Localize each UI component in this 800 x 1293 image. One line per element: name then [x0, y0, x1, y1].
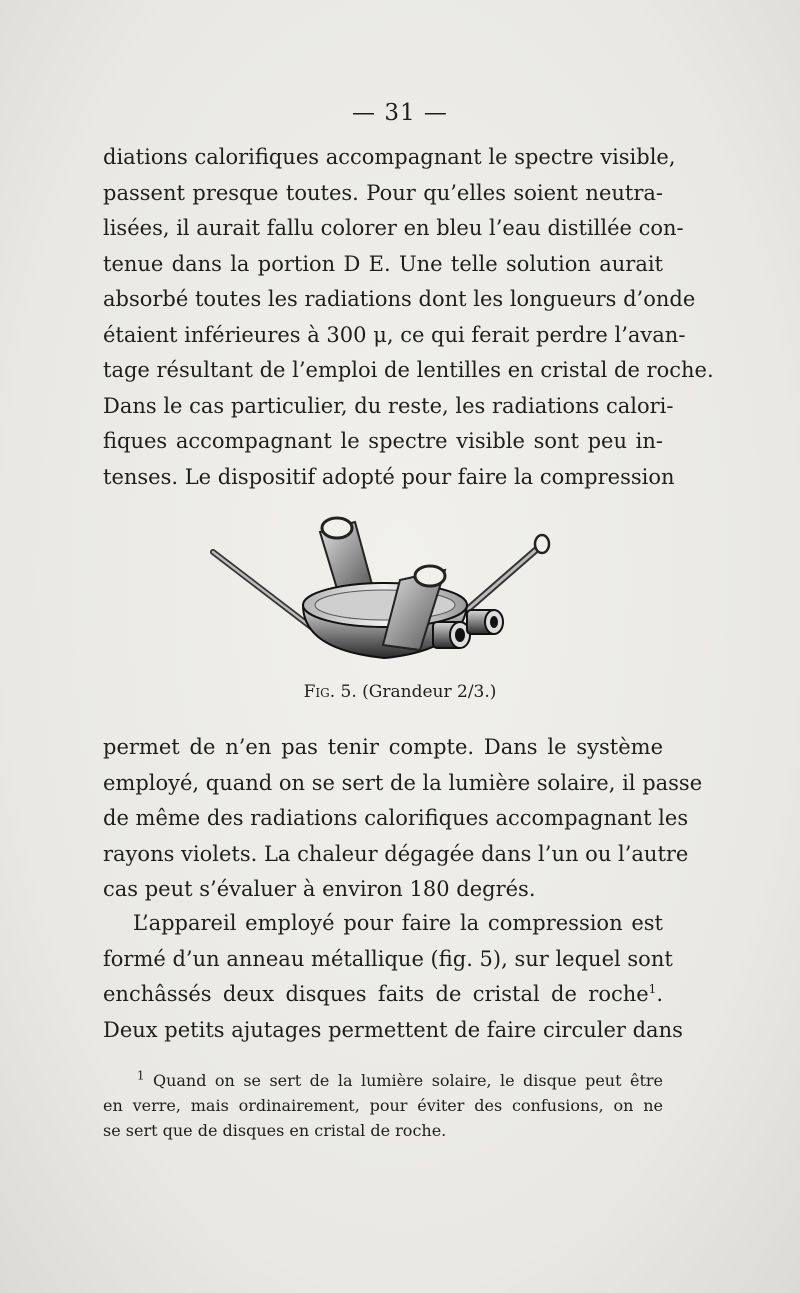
text-line: diations calorifiques accompagnant le spectre visible,: [103, 145, 676, 169]
text-line: Dans le cas particulier, du reste, les radiations calori-: [103, 393, 674, 418]
footnote: [103, 1068, 663, 1143]
left-rod: [213, 552, 315, 630]
text-line: tenue dans la portion D E. Une telle solution aurait: [103, 251, 663, 276]
text-line: tage résultant de l’emploi de lentilles en cristal de roche.: [103, 358, 714, 382]
text-line: enchâssés deux disques faits de cristal de roche$^1$.: [103, 982, 663, 1006]
text-line: L’appareil employé pour faire la compression est: [133, 911, 663, 935]
right-rod: [467, 535, 549, 610]
text-line: cas peut s’évaluer à environ 180 degrés.: [103, 877, 536, 901]
footnote-line: [103, 1068, 663, 1093]
nozzle-left: [433, 622, 470, 648]
text-line: de même des radiations calorifiques accompagnant les: [103, 806, 689, 830]
back-handle: [320, 518, 373, 592]
compression-ring-illustration: [205, 510, 560, 680]
text-line: étaient inférieures à 300 μ, ce qui ferait perdre l’avan-: [103, 322, 686, 347]
paragraph-2: [103, 730, 703, 908]
text-line: lisées, il aurait fallu colorer en bleu l’eau distillée con-: [103, 216, 684, 240]
text-line: tenses. Le dispositif adopté pour faire la compression: [103, 464, 675, 489]
paragraph-3: [103, 906, 683, 1048]
text-line: rayons violets. La chaleur dégagée dans l’un ou l’autre: [103, 841, 689, 866]
footnote-reference: 1: [648, 982, 657, 996]
text-line: Deux petits ajutages permettent de faire circuler dans: [103, 1017, 683, 1042]
paragraph-1: [103, 140, 714, 495]
nozzle-right: [467, 610, 503, 634]
text-line: passent presque toutes. Pour qu’elles soient neutra-: [103, 180, 663, 205]
text-line-content: enchâssés deux disques faits de cristal de roche: [103, 982, 649, 1006]
footnote-marker: 1: [136, 1068, 145, 1083]
footnote-line: en verre, mais ordinairement, pour éviter des confusions, on ne: [103, 1096, 663, 1115]
figure-label: Fig. 5.: [303, 682, 357, 702]
text-line: employé, quand on se sert de la lumière solaire, il passe: [103, 770, 703, 795]
footnote-line: se sert que de disques en cristal de roche.: [103, 1121, 447, 1140]
page-number: — 31 —: [352, 100, 448, 126]
text-line: fiques accompagnant le spectre visible sont peu in-: [103, 429, 663, 453]
figure-scale: (Grandeur 2/3.): [362, 682, 497, 702]
figure-caption: [0, 682, 800, 702]
footnote-text: Quand on se sert de la lumière solaire, le disque peut être: [152, 1071, 664, 1090]
text-line: permet de n’en pas tenir compte. Dans le système: [103, 735, 663, 759]
text-line: formé d’un anneau métallique (fig. 5), sur lequel sont: [103, 946, 673, 971]
text-line: absorbé toutes les radiations dont les longueurs d’onde: [103, 287, 696, 311]
